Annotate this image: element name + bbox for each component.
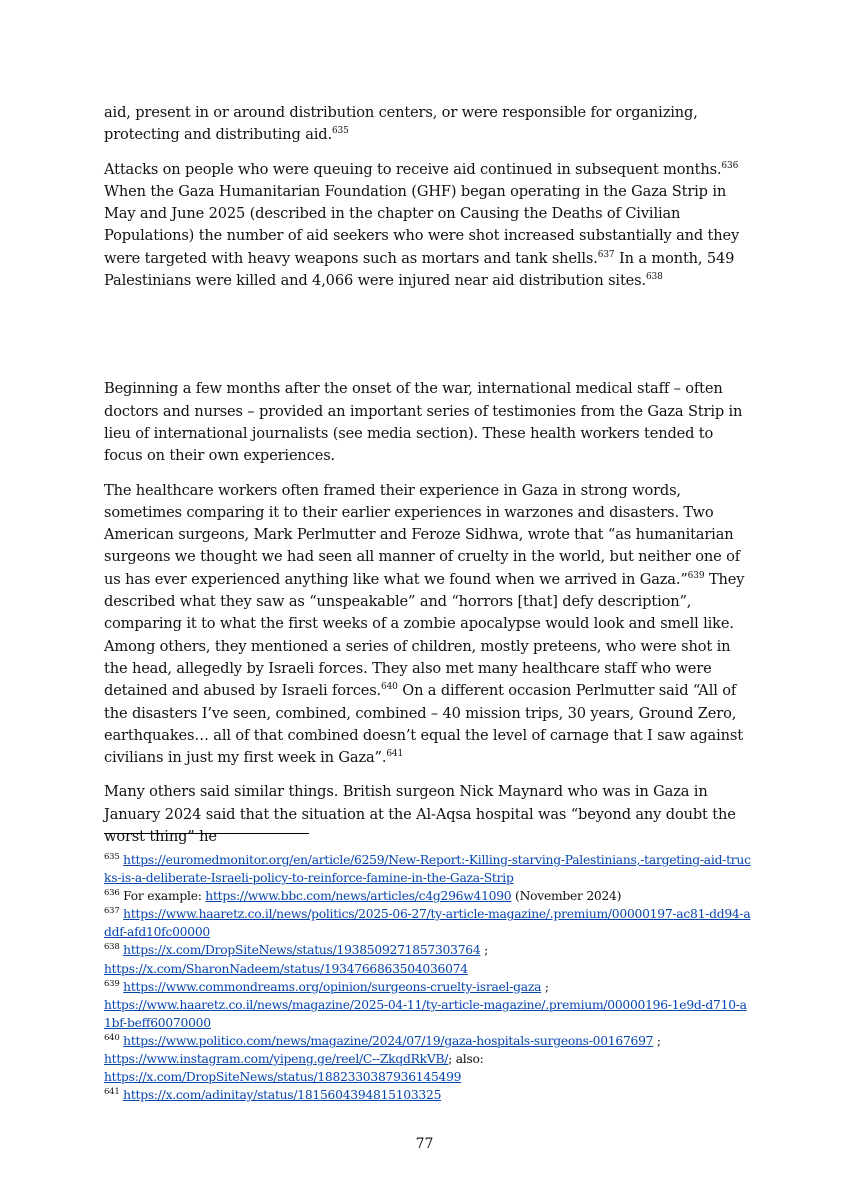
footnote-link[interactable]: https://www.haaretz.co.il/news/magazine/2025-04-11/ty-article-magazine/.premium/00000196-1e9d-d710-a1bf-beff60070000 (104, 997, 747, 1030)
footnote-number: 640 (104, 1032, 120, 1043)
footnote-number: 638 (104, 942, 120, 953)
footnote-ref-636[interactable]: 636 (721, 160, 739, 171)
footnote-separator: ; also: (448, 1052, 484, 1067)
footnote-641 (104, 1086, 754, 1104)
footnote-link[interactable]: https://www.bbc.com/news/articles/c4g296w41090 (205, 889, 512, 904)
footnote-text: For example: (123, 889, 206, 904)
footnote-640 (104, 1032, 754, 1086)
footnote-text: (November 2024) (511, 889, 622, 904)
paragraph-text: aid, present in or around distribution centers, or were responsible for organizing, protecting and distributing aid. (104, 104, 698, 144)
paragraph-testimonies-intro (104, 378, 746, 467)
footnote-separator: ; (653, 1033, 661, 1048)
section-spacer (104, 304, 746, 366)
footnote-link[interactable]: https://www.politico.com/news/magazine/2024/07/19/gaza-hospitals-surgeons-00167697 (123, 1033, 654, 1048)
footnote-ref-639[interactable]: 639 (687, 570, 705, 581)
footnote-ref-638[interactable]: 638 (645, 272, 663, 283)
footnote-number: 635 (104, 851, 120, 862)
footnote-link[interactable]: https://x.com/adinitay/status/1815604394815103325 (123, 1088, 442, 1103)
footnote-link[interactable]: https://www.haaretz.co.il/news/politics/2025-06-27/ty-article-magazine/.premium/00000197-ac81-dd94-addf-afd10fc00000 (104, 907, 751, 940)
footnote-ref-641[interactable]: 641 (386, 749, 404, 760)
footnote-link[interactable]: https://x.com/SharonNadeem/status/1934766863504036074 (104, 961, 468, 976)
footnote-ref-640[interactable]: 640 (381, 682, 398, 693)
paragraph-text: Many others said similar things. British surgeon Nick Maynard who was in Gaza in January 2024 said that the situation at the Al-Aqsa hospital was “beyond any doubt the worst thing” he (104, 783, 736, 846)
footnotes-section (104, 851, 754, 1104)
paragraph-aid-distribution (104, 102, 746, 147)
footnote-separator: ; (541, 979, 549, 994)
footnote-number: 637 (104, 906, 120, 917)
footnote-separator: ; (480, 943, 488, 958)
paragraph-similar-statements (104, 781, 746, 848)
page-number: 77 (415, 1136, 434, 1152)
paragraph-surgeons-accounts (104, 480, 746, 770)
paragraph-text: In a month, 549 Palestinians were killed and 4,066 were injured near aid distribution sites. (104, 249, 735, 290)
paragraph-text: When the Gaza Humanitarian Foundation (GHF) began operating in the Gaza Strip in May and June 2025 (described in the chapter on Causing the Deaths of Civilian Populations) the number of aid seekers who were shot increased substantially and they were targeted with heavy weapons such as mortars and tank shells. (104, 182, 740, 267)
main-content (104, 102, 746, 860)
footnote-link[interactable]: https://www.commondreams.org/opinion/surgeons-cruelty-israel-gaza (123, 979, 542, 994)
paragraph-text: They described what they saw as “unspeakable” and “horrors [that] defy description”, comparing it to what the first weeks of a zombie apocalypse would look and smell like. Among others, they mentioned a series of children, mostly preteens, who were shot in the head, allegedly by Israeli forces. They also met many healthcare staff who were detained and abused by Israeli forces. (104, 570, 745, 700)
footnote-639 (104, 978, 754, 1032)
footnote-number: 636 (104, 888, 120, 899)
footnote-link[interactable]: https://euromedmonitor.org/en/article/6259/New-Report:-Killing-starving-Palestinians,-targeting-aid-trucks-is-a-deliberate-Israeli-policy-to-reinforce-famine-in-the-Gaza-Strip (104, 853, 751, 886)
paragraph-text: The healthcare workers often framed their experience in Gaza in strong words, sometimes comparing it to their earlier experiences in warzones and disasters. Two American surgeons, Mark Perlmutter and Feroze Sidhwa, wrote that “as humanitarian surgeons we thought we had seen all manner of cruelty in the world, but neither one of us has ever experienced anything like what we found when we arrived in Gaza.” (104, 481, 740, 588)
footnote-link[interactable]: https://x.com/DropSiteNews/status/1882330387936145499 (104, 1070, 462, 1085)
paragraph-attacks-queuing (104, 159, 746, 293)
footnote-637 (104, 905, 754, 941)
paragraph-text: Beginning a few months after the onset of the war, international medical staff – often doctors and nurses – provided an important series of testimonies from the Gaza Strip in lieu of international journalists (see media section). These health workers tended to focus on their own experiences. (104, 380, 743, 465)
footnote-636 (104, 887, 754, 905)
footnote-divider (104, 833, 309, 834)
footnote-link[interactable]: https://www.instagram.com/yipeng.ge/reel/C--ZkqdRkVB/ (104, 1052, 449, 1067)
footnote-638 (104, 941, 754, 977)
footnote-link[interactable]: https://x.com/DropSiteNews/status/1938509271857303764 (123, 943, 481, 958)
footnote-number: 639 (104, 978, 120, 989)
footnote-ref-635[interactable]: 635 (331, 126, 349, 137)
footnote-ref-637[interactable]: 637 (597, 249, 615, 260)
paragraph-text: Attacks on people who were queuing to receive aid continued in subsequent months. (104, 160, 722, 178)
footnote-number: 641 (104, 1087, 120, 1098)
paragraph-text: On a different occasion Perlmutter said “All of the disasters I’ve seen, combined, combined – 40 mission trips, 30 years, Ground Zero, earthquakes… all of that combined doesn’t equal the level of carnage that I saw against civilians in just my first week in Gaza”. (104, 682, 743, 767)
footnote-635 (104, 851, 754, 887)
